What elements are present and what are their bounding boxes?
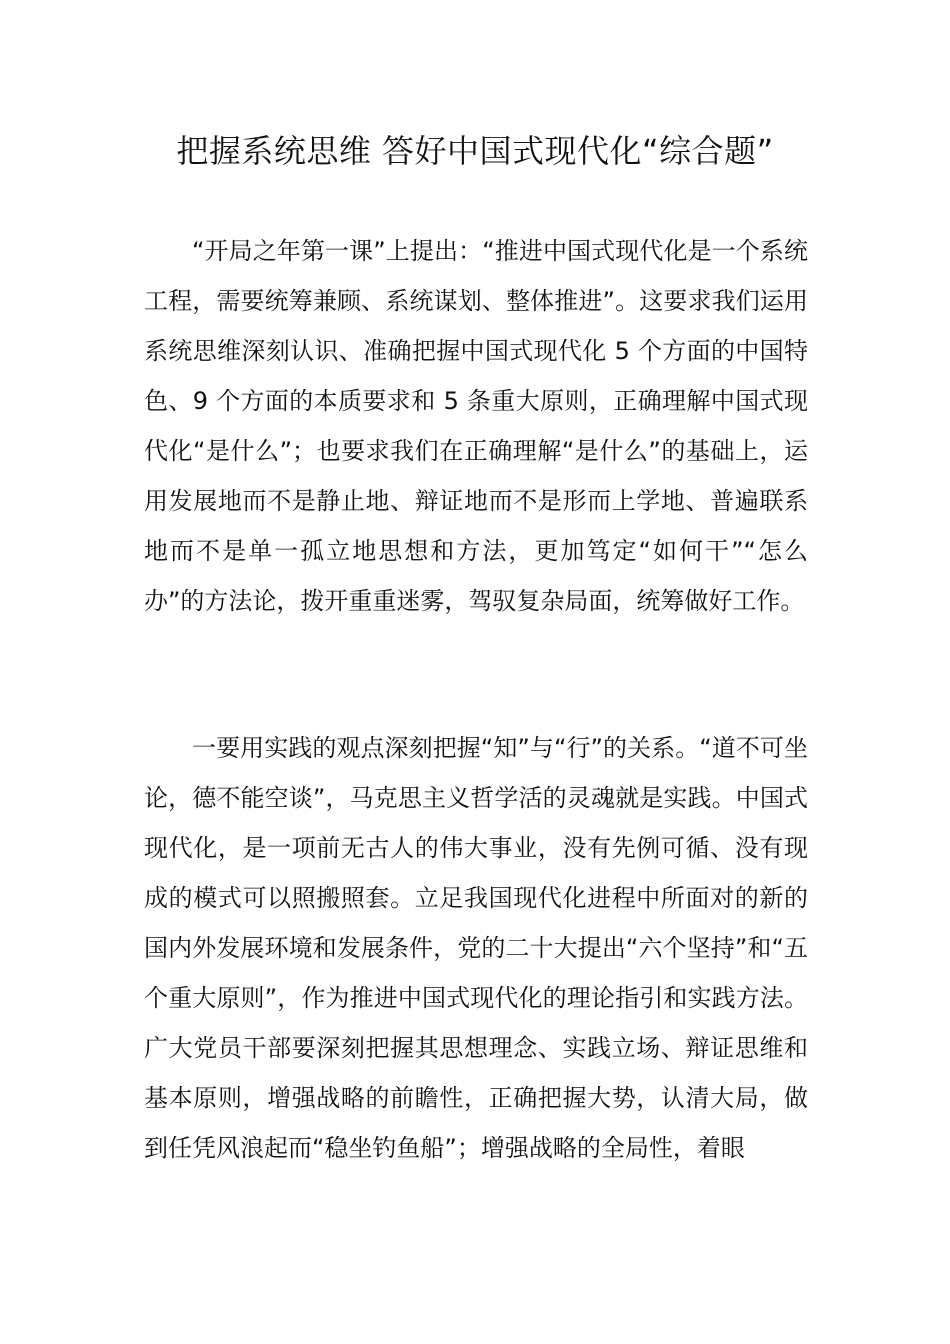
paragraph-intro: “开局之年第一课”上提出：“推进中国式现代化是一个系统工程，需要统筹兼顾、系统谋划、整体推进”。这要求我们运用系统思维深刻认识、准确把握中国式现代化 5 个方面的中国特色、9 个方面的本质要求和 5 条重大原则，正确理解中国式现代化“是什么”；也要求我们在正确理解“是什么”的基础上，运用发展地而不是静止地、辩证地而不是形而上学地、普遍联系地而不是单一孤立地思想和方法，更加笃定“如何干”“怎么办”的方法论，拨开重重迷雾，驾驭复杂局面，统筹做好工作。 xyxy=(144,237,808,615)
document-title: 把握系统思维 答好中国式现代化“综合题” xyxy=(176,132,774,170)
paragraph-practice: 一要用实践的观点深刻把握“知”与“行”的关系。“道不可坐论，德不能空谈”，马克思主义哲学活的灵魂就是实践。中国式现代化，是一项前无古人的伟大事业，没有先例可循、没有现成的模式可以照搬照套。立足我国现代化进程中所面对的新的国内外发展环境和发展条件，党的二十大提出“六个坚持”和“五个重大原则”，作为推进中国式现代化的理论指引和实践方法。广大党员干部要深刻把握其思想理念、实践立场、辩证思维和基本原则，增强战略的前瞻性，正确把握大势，认清大局，做到任凭风浪起而“稳坐钓鱼船”；增强战略的全局性，着眼 xyxy=(144,734,808,1162)
